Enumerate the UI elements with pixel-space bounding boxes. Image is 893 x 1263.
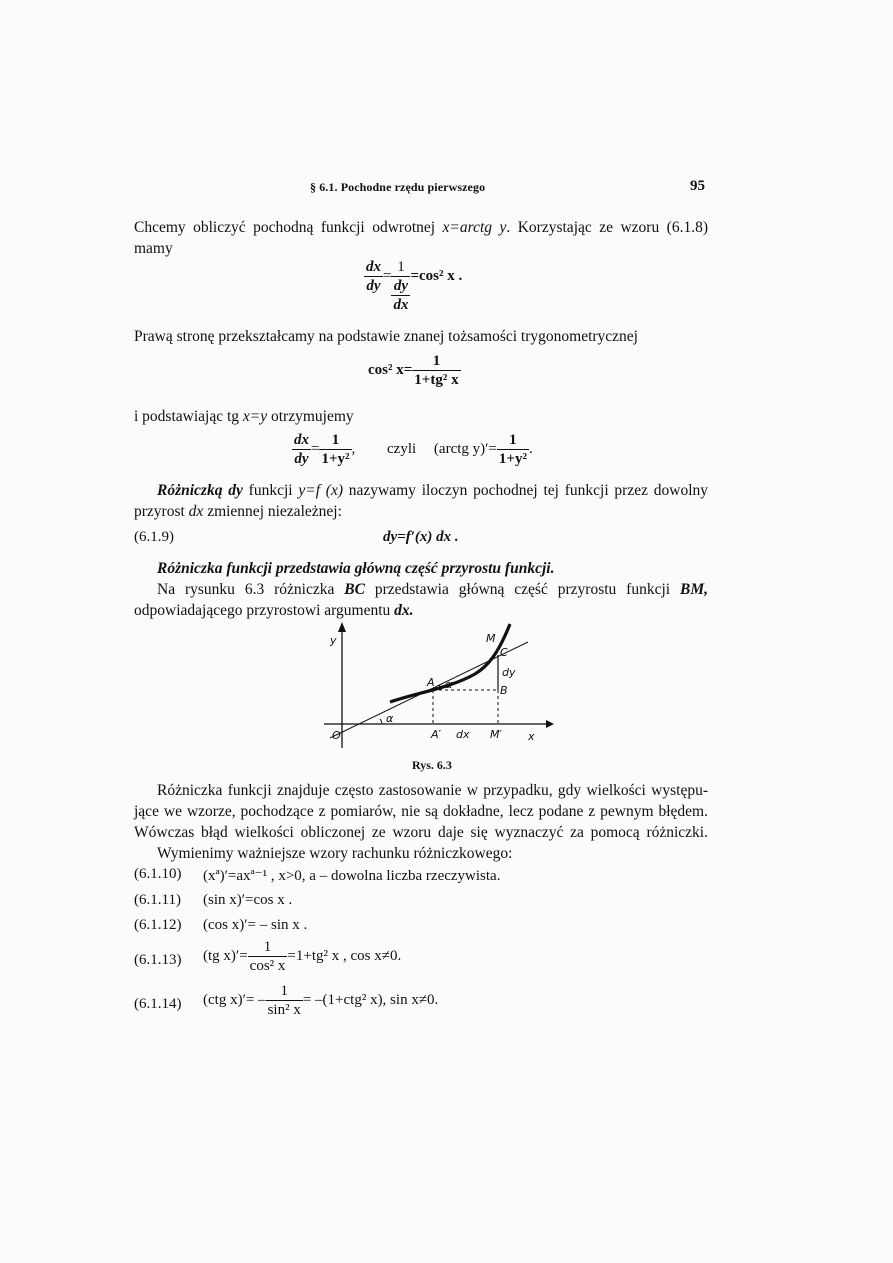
label-alpha-origin: α [386, 712, 394, 725]
fraction-dx-dy [292, 431, 311, 468]
inline-formula: dx. [394, 602, 414, 619]
fraction-one-over-1py2 [319, 431, 351, 468]
numerator: 1 [266, 982, 303, 1001]
denominator: 1+tg² x [414, 372, 459, 388]
paragraph-intro [134, 217, 708, 238]
label-b: B [500, 684, 508, 697]
paragraph-differential-def [134, 480, 708, 501]
label-c: C [500, 646, 508, 659]
numerator: dx [366, 259, 381, 275]
formula-label: (6.1.14) [134, 996, 182, 1012]
text-span: przyrost [134, 503, 189, 520]
denominator: dy [391, 277, 410, 296]
text-span: funkcji [242, 482, 299, 499]
figure-differential-diagram [310, 618, 560, 752]
formula-label: (6.1.13) [134, 952, 182, 968]
formula-cos: (cos x)′= – sin x . [203, 917, 308, 933]
label-x: x [528, 730, 535, 743]
inline-formula: y=f (x) [298, 482, 343, 499]
text-span: i podstawiając tg [134, 408, 243, 425]
x-axis-arrow [546, 720, 554, 728]
denominator: 1+y² [498, 451, 527, 467]
fraction [266, 982, 303, 1019]
comma: , [351, 441, 356, 457]
period: . [528, 441, 533, 457]
label-m-prime: M′ [490, 728, 502, 741]
paragraph-transform: Prawą stronę przekształcamy na podstawie znanej tożsamości trygonometrycznej [134, 328, 638, 345]
label-dx: dx [456, 728, 470, 741]
inline-formula: x=y [242, 408, 268, 425]
denominator: 1+y² [321, 451, 350, 467]
formula-label: (6.1.10) [134, 866, 182, 882]
numerator: 1 [319, 431, 351, 450]
fraction-dx-dy [364, 258, 383, 295]
equation-6-1-9: dy=f′(x) dx . [383, 529, 459, 545]
formula-label: (6.1.12) [134, 917, 182, 933]
fraction-one-over-dydx [391, 258, 410, 314]
numerator: 1 [391, 258, 410, 277]
denominator: sin² x [267, 1002, 301, 1018]
equation-label: (6.1.9) [134, 529, 174, 545]
text-span: Chcemy obliczyć pochodną funkcji odwrotnej [134, 219, 443, 236]
sub-denominator: dx [393, 297, 409, 313]
fraction [248, 938, 288, 975]
numerator: 1 [497, 431, 529, 450]
text-span: Na rysunku 6.3 różniczka [157, 581, 345, 598]
label-a-prime: A′ [431, 728, 442, 741]
numerator: 1 [248, 938, 288, 957]
equation-lhs: (arctg y)′= [433, 441, 497, 457]
formula-lhs: (ctg x)′= – [203, 992, 266, 1008]
paragraph-figure-ref [134, 579, 708, 600]
text-span: nazywamy iloczyn pochodnej tej funkcji przez dowolny [343, 482, 709, 499]
text-span: . Korzystając ze wzoru (6.1.8) [506, 219, 708, 236]
inline-formula: dx [188, 503, 204, 520]
formula-power: (xª)′=axª⁻¹ , x>0, a – dowolna liczba rzeczywista. [203, 868, 501, 884]
label-dy: dy [502, 666, 516, 679]
formula-sin: (sin x)′=cos x . [203, 892, 293, 908]
equation-dx-dy: $\frac{dx}{dy}$ = 1 dy dx =cos² x . [366, 259, 463, 313]
label-a: A [427, 676, 435, 689]
denominator: dy [294, 451, 309, 467]
figure-caption: Rys. 6.3 [412, 758, 452, 772]
angle-arc-origin [380, 719, 382, 724]
paragraph-intro-line2: mamy [134, 240, 173, 257]
formula-label: (6.1.11) [134, 892, 181, 908]
paragraph-application-1: Różniczka funkcji znajduje często zastosowanie w przypadku, gdy wielkości występu- [157, 782, 708, 799]
label-m: M [486, 632, 496, 645]
equation-rhs: =cos² x . [410, 268, 463, 284]
text-span: przedstawia główną część przyrostu funkcji [364, 581, 680, 598]
formula-tg [203, 938, 401, 975]
equation-arctg-derivative: $\frac{dx}{dy}$ = $\frac{1}{\text{1+y²}}$ , czyli (arctg y)′= $\frac{1}{\text{1+y²}}$ . [294, 432, 533, 467]
inline-formula: x=arctg y [442, 219, 507, 236]
paragraph-application-4: Wymienimy ważniejsze wzory rachunku różniczkowego: [157, 845, 513, 862]
paragraph-application-2: jące we wzorze, pochodzące z pomiarów, nie są dokładne, lecz podane z pewnym błędem. [134, 803, 708, 820]
equation-cos2 [368, 352, 461, 389]
label-alpha-a: α [445, 678, 453, 691]
paragraph-substitute [134, 406, 708, 427]
page-number: 95 [690, 178, 705, 194]
defined-term: Różniczką dy [157, 482, 243, 499]
formula-rhs: = –(1+ctg² x), sin x≠0. [302, 992, 439, 1008]
y-axis-arrow [338, 622, 346, 632]
text-span: odpowiadającego przyrostowi argumentu [134, 602, 395, 619]
fraction-one-over-1py2-b [497, 431, 529, 468]
fraction-identity [412, 352, 460, 389]
formula-rhs: =1+tg² x , cos x≠0. [287, 948, 402, 964]
running-header: § 6.1. Pochodne rzędu pierwszego [310, 180, 486, 194]
text-span: otrzymujemy [267, 408, 354, 425]
word-czyli: czyli [387, 441, 417, 457]
formula-lhs: (tg x)′= [203, 948, 248, 964]
numerator: dx [294, 432, 309, 448]
theorem-statement [134, 558, 708, 579]
formula-ctg [203, 982, 438, 1019]
denominator: dy [366, 278, 381, 294]
denominator: cos² x [249, 958, 286, 974]
segment-label: BM, [680, 581, 708, 598]
equation-lhs: cos² x= [368, 362, 413, 378]
theorem-text: Różniczka funkcji przedstawia główną część przyrostu funkcji. [157, 560, 555, 577]
label-origin: O [332, 729, 341, 742]
segment-label: BC [344, 581, 365, 598]
paragraph-application-3: Wówczas błąd wielkości obliczonej ze wzoru daje się wyznaczyć za pomocą różniczki. [134, 824, 708, 841]
numerator: 1 [412, 352, 460, 371]
label-y: y [330, 634, 337, 647]
text-span: zmiennej niezależnej: [203, 503, 342, 520]
paragraph-differential-def-line2 [134, 501, 708, 522]
